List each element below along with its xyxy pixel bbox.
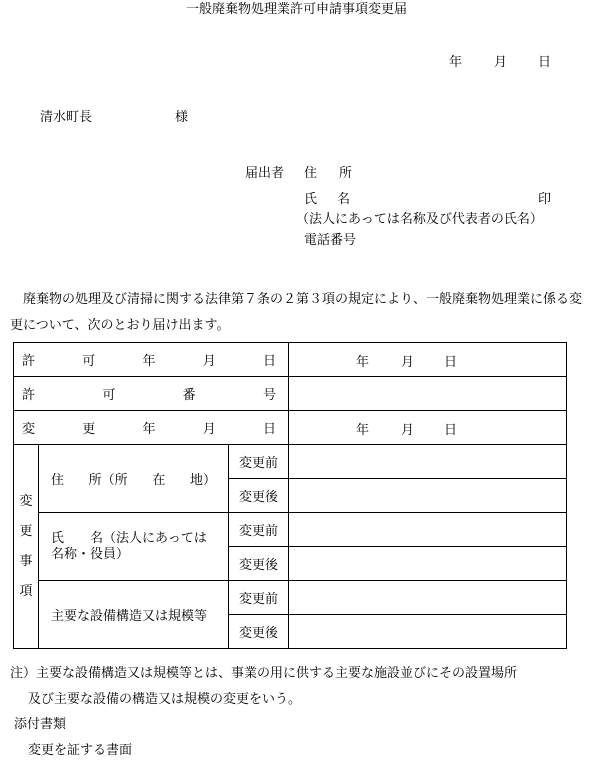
attachment-item: 変更を証する書面	[28, 743, 133, 758]
date-day: 日	[444, 355, 458, 370]
label-char: 日	[263, 422, 277, 437]
name-after-value[interactable]	[289, 547, 567, 581]
name-item-line1: 氏 名（法人にあっては	[51, 530, 207, 546]
table-row	[14, 377, 567, 411]
label-char: 日	[263, 354, 277, 369]
address-char: 在	[152, 473, 166, 488]
address-char: 所（所	[88, 473, 128, 488]
label-char: 変	[22, 422, 36, 437]
before-label: 変更前	[229, 513, 289, 547]
label-char: 月	[202, 354, 216, 369]
name-char: 名	[337, 192, 351, 207]
permit-number-label-cell	[14, 377, 289, 411]
date-month-label: 月	[494, 55, 508, 70]
permit-date-label-cell	[14, 343, 289, 377]
table-row	[14, 513, 567, 547]
submitter-name-label	[304, 192, 350, 208]
label-char: 号	[262, 388, 276, 403]
submitter-address-label	[304, 166, 354, 182]
vertical-char: 更	[19, 523, 33, 539]
body-statement: 廃棄物の処理及び清掃に関する法律第７条の２第３項の規定により、一般廃棄物処理業に係る変更について、次のとおり届け出ます。	[10, 292, 583, 333]
change-form-table	[13, 342, 567, 649]
change-items-vertical-label	[14, 445, 39, 649]
label-char: 年	[142, 354, 156, 369]
submitter-label: 届出者	[245, 166, 285, 181]
table-row	[14, 343, 567, 377]
label-char: 可	[82, 354, 96, 369]
after-label: 変更後	[229, 479, 289, 513]
label-char: 可	[102, 388, 116, 403]
addressee-honorific: 様	[175, 110, 189, 125]
equipment-before-value[interactable]	[289, 581, 567, 615]
after-label: 変更後	[229, 547, 289, 581]
change-date-label-cell	[14, 411, 289, 445]
equipment-after-value[interactable]	[289, 615, 567, 649]
note-line-2: 及び主要な設備の構造又は規模の変更をいう。	[28, 692, 302, 707]
date-day-label: 日	[538, 55, 552, 70]
seal-label: 印	[538, 192, 552, 207]
address-char: 地）	[189, 473, 216, 488]
name-char: 氏	[304, 192, 318, 207]
date-year-label: 年	[449, 55, 463, 70]
label-char: 許	[22, 388, 36, 403]
after-label: 変更後	[229, 615, 289, 649]
vertical-char: 変	[19, 493, 33, 509]
date-year: 年	[356, 355, 370, 370]
permit-number-value-cell[interactable]	[289, 377, 567, 411]
equipment-item-label: 主要な設備構造又は規模等	[51, 609, 208, 624]
change-date-value-cell[interactable]	[289, 411, 567, 445]
name-item-cell	[39, 513, 229, 581]
address-after-value[interactable]	[289, 479, 567, 513]
label-char: 更	[82, 422, 96, 437]
date-year: 年	[356, 423, 370, 438]
label-char: 月	[202, 422, 216, 437]
date-month: 月	[401, 355, 415, 370]
address-char: 住	[51, 473, 65, 488]
phone-label: 電話番号	[304, 233, 357, 248]
table-row	[14, 445, 567, 479]
table-row	[14, 411, 567, 445]
before-label: 変更前	[229, 445, 289, 479]
address-char: 住	[304, 166, 320, 181]
before-label: 変更前	[229, 581, 289, 615]
date-month: 月	[401, 423, 415, 438]
permit-date-value-cell[interactable]	[289, 343, 567, 377]
address-before-value[interactable]	[289, 445, 567, 479]
name-before-value[interactable]	[289, 513, 567, 547]
label-char: 年	[142, 422, 156, 437]
attachments-label: 添付書類	[14, 717, 67, 732]
form-title: 一般廃棄物処理業許可申請事項変更届	[185, 2, 407, 17]
name-item-line2: 名称・役員）	[51, 546, 130, 562]
vertical-char: 事	[19, 553, 33, 569]
table-row	[14, 581, 567, 615]
vertical-char: 項	[19, 583, 33, 599]
corporation-note: （法人にあっては名称及び代表者の氏名）	[296, 212, 543, 227]
addressee-name: 清水町長	[40, 110, 93, 125]
equipment-item-cell	[39, 581, 229, 649]
label-char: 許	[22, 354, 36, 369]
address-char: 所	[339, 166, 355, 181]
label-char: 番	[182, 388, 196, 403]
address-item-cell	[39, 445, 229, 513]
date-day: 日	[444, 423, 458, 438]
note-line-1: 注）主要な設備構造又は規模等とは、事業の用に供する主要な施設並びにその設置場所	[10, 666, 518, 681]
